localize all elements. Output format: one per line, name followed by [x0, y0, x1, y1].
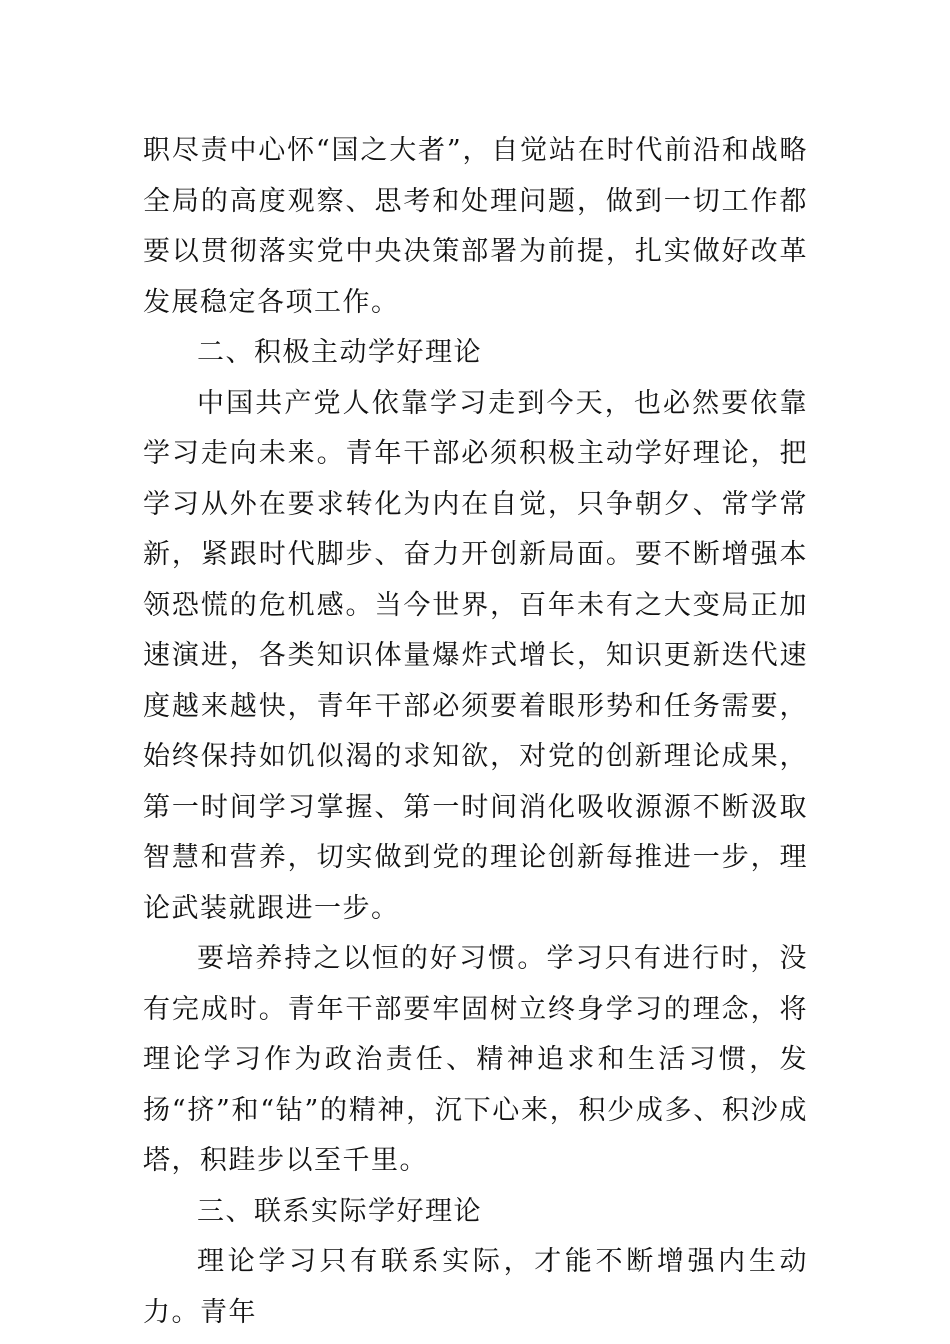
paragraph-practice: 理论学习只有联系实际，才能不断增强内生动力。青年 — [143, 1246, 808, 1328]
section-heading-2: 二、积极主动学好理论 — [197, 337, 482, 368]
paragraph-learning-habit: 要培养持之以恒的好习惯。学习只有进行时，没有完成时。青年干部要牢固树立终身学习的理念，将理论学习作为政治责任、精神追求和生活习惯，发扬“挤”和“钻”的精神，沉下心来，积少成多、积沙成塔，积跬步以至千里。 — [143, 943, 808, 1176]
section-heading-3: 三、联系实际学好理论 — [197, 1195, 482, 1227]
paragraph-continuation: 职尽责中心怀“国之大者”，自觉站在时代前沿和战略全局的高度观察、思考和处理问题，做到一切工作都要以贯彻落实党中央决策部署为前提，扎实做好改革发展稳定各项工作。 — [143, 135, 808, 318]
document-body — [143, 126, 808, 1338]
paragraph-learning-initiative: 中国共产党人依靠学习走到今天，也必然要依靠学习走向未来。青年干部必须积极主动学好理论，把学习从外在要求转化为内在自觉，只争朝夕、常学常新，紧跟时代脚步、奋力开创新局面。要不断增强本领恐慌的危机感。当今世界，百年未有之大变局正加速演进，各类知识体量爆炸式增长，知识更新迭代速度越来越快，青年干部必须要着眼形势和任务需要，始终保持如饥似渴的求知欲，对党的创新理论成果，第一时间学习掌握、第一时间消化吸收源源不断汲取智慧和营养，切实做到党的理论创新每推进一步，理论武装就跟进一步。 — [143, 387, 808, 924]
